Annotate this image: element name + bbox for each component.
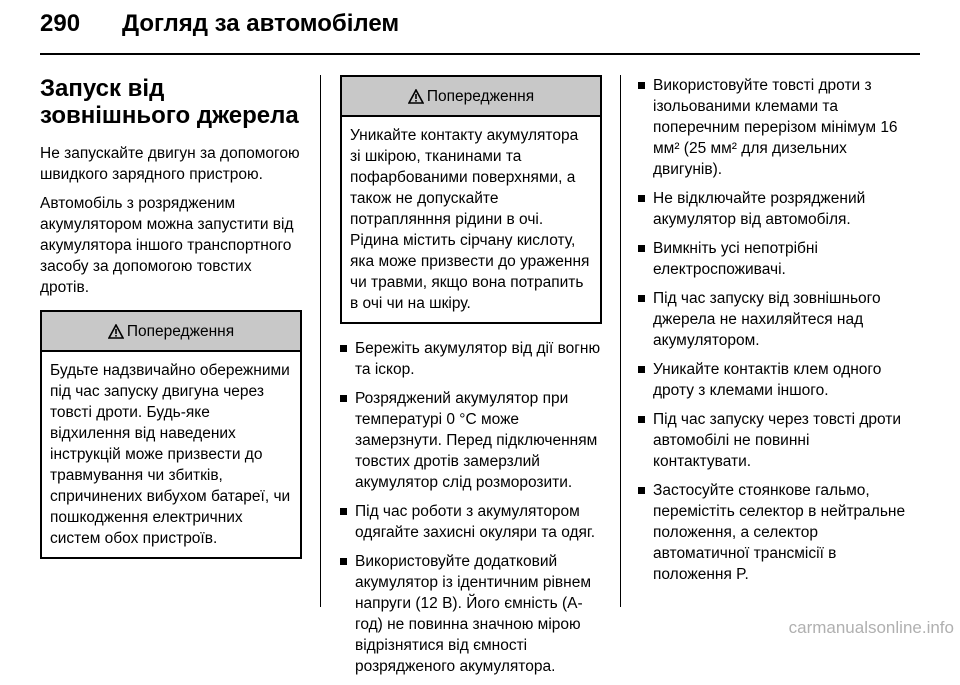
paragraph-2: Автомобіль з розрядженим акумулятором можна запустити від акумулятора іншого транспортного засобу за допомогою товстих дротів. bbox=[40, 195, 294, 296]
list-item-text: Розряджений акумулятор при температурі 0 °C може замерзнути. Перед підключенням товстих дротів замерзлий акумулятор слід розморозити. bbox=[355, 390, 598, 491]
list-item-text: Бережіть акумулятор від дії вогню та іскор. bbox=[355, 340, 601, 378]
warning-icon bbox=[408, 89, 424, 104]
list-item bbox=[638, 288, 906, 351]
section-title: Запуск від зовнішнього джерела bbox=[40, 75, 299, 129]
page-header bbox=[40, 10, 920, 56]
bullet-square-icon bbox=[638, 245, 645, 252]
list-item-text: Під час запуску через товсті дроти автомобілі не повинні контактувати. bbox=[653, 411, 902, 470]
list-item-text: Вимкніть усі непотрібні електроспоживачі. bbox=[653, 240, 818, 278]
list-item bbox=[638, 238, 906, 280]
list-item-text: Під час запуску від зовнішнього джерела не нахиляйтеся над акумулятором. bbox=[653, 290, 881, 349]
list-item bbox=[340, 501, 602, 543]
header-divider bbox=[40, 53, 920, 55]
list-item-text: Використовуйте додатковий акумулятор із ідентичним рівнем напруги (12 В). Його ємність (А-год) не повинна значною мірою відрізнятися від ємності розрядженого акумулятора. bbox=[355, 553, 591, 675]
bullet-square-icon bbox=[340, 395, 347, 402]
list-item-text: Не відключайте розряджений акумулятор від автомобіля. bbox=[653, 190, 866, 228]
bullet-square-icon bbox=[638, 416, 645, 423]
warning-header bbox=[42, 312, 300, 352]
column-divider-1 bbox=[320, 75, 321, 607]
list-item-text: Уникайте контактів клем одного дроту з клемами іншого. bbox=[653, 361, 882, 399]
bullet-square-icon bbox=[340, 345, 347, 352]
list-item bbox=[638, 75, 906, 180]
list-item bbox=[638, 359, 906, 401]
warning-text: Будьте надзвичайно обережними під час запуску двигуна через товсті дроти. Будь-яке відхилення від наведених інструкцій може призвести до травмування чи збитків, спричинених вибухом батареї, чи пошкодження електричних систем обох пристроїв. bbox=[50, 362, 291, 547]
paragraph-1: Не запускайте двигун за допомогою швидкого зарядного пристрою. bbox=[40, 145, 300, 183]
list-item bbox=[638, 409, 906, 472]
bullet-square-icon bbox=[340, 558, 347, 565]
list-item-text: Використовуйте товсті дроти з ізольованими клемами та поперечним перерізом мінімум 16 мм² (25 мм² для дизельних двигунів). bbox=[653, 77, 898, 178]
column-1 bbox=[40, 75, 302, 559]
warning-box-2 bbox=[340, 75, 602, 324]
bullet-square-icon bbox=[638, 82, 645, 89]
list-item bbox=[340, 338, 602, 380]
page-title: Догляд за автомобілем bbox=[122, 10, 400, 37]
warning-heading: Попередження bbox=[426, 87, 535, 105]
bullet-square-icon bbox=[638, 487, 645, 494]
bullet-list-col2 bbox=[340, 338, 602, 677]
watermark: carmanualsonline.info bbox=[788, 618, 954, 637]
bullet-square-icon bbox=[340, 508, 347, 515]
list-item-text: Застосуйте стоянкове гальмо, перемістіть селектор в нейтральне положення, а селектор автоматичної трансмісії в положення P. bbox=[653, 482, 906, 583]
warning-text: Уникайте контакту акумулятора зі шкірою, тканинами та пофарбованими поверхнями, а також не допускайте потраплянння рідини в очі. Рідина містить сірчану кислоту, яка може призвести до ураження чи травми, якщо вона потрапить в очі чи на шкіру. bbox=[350, 127, 590, 312]
warning-header bbox=[342, 77, 600, 117]
bullet-list-col3 bbox=[638, 75, 906, 585]
column-2 bbox=[340, 75, 602, 685]
list-item bbox=[638, 480, 906, 585]
column-divider-2 bbox=[620, 75, 621, 607]
list-item bbox=[340, 551, 602, 677]
page-number: 290 bbox=[40, 10, 81, 37]
warning-heading: Попередження bbox=[126, 322, 235, 340]
list-item-text: Під час роботи з акумулятором одягайте захисні окуляри та одяг. bbox=[355, 503, 596, 541]
bullet-square-icon bbox=[638, 366, 645, 373]
list-item bbox=[638, 188, 906, 230]
bullet-square-icon bbox=[638, 195, 645, 202]
warning-box-1 bbox=[40, 310, 302, 559]
list-item bbox=[340, 388, 602, 493]
column-3 bbox=[638, 75, 906, 593]
warning-icon bbox=[108, 324, 124, 339]
bullet-square-icon bbox=[638, 295, 645, 302]
